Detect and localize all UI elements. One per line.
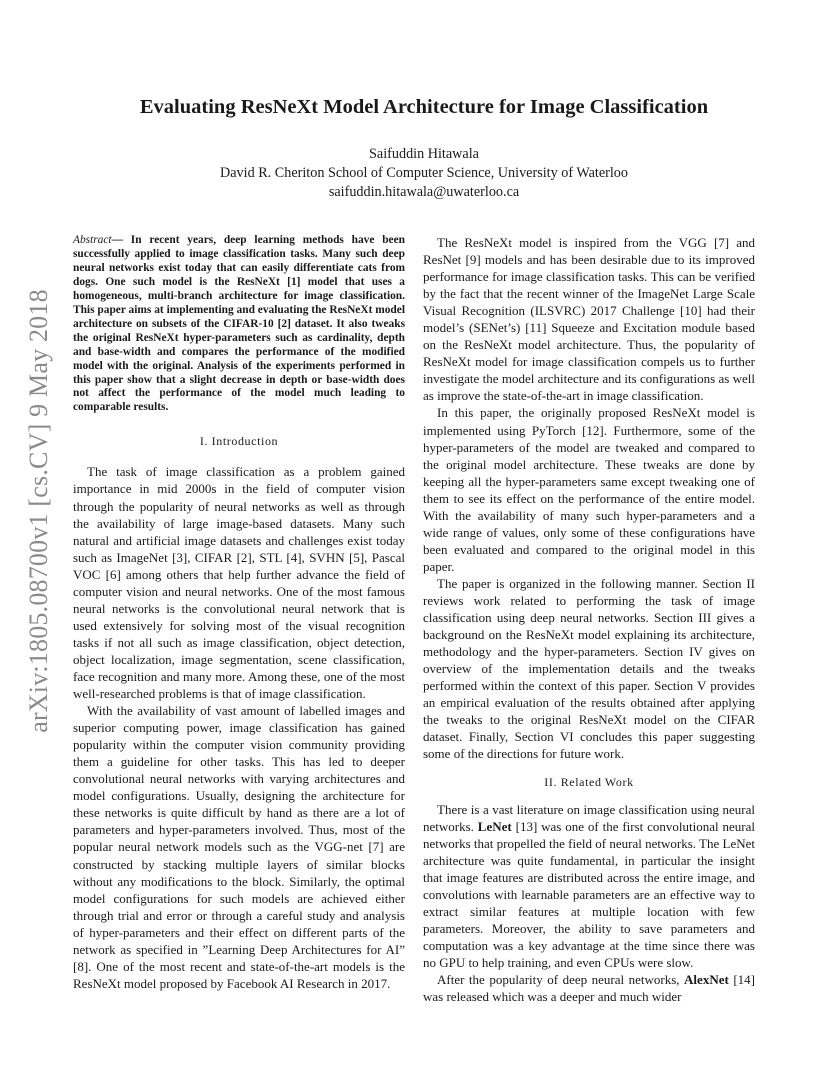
author-block <box>60 145 788 202</box>
left-column <box>73 234 405 992</box>
related-text-2a: After the popularity of deep neural networks, <box>437 971 685 987</box>
intro-paragraph-1: The task of image classification as a problem gained importance in mid 2000s in the field of computer vision through the popularity of neural networks as well as through the availability of large image-based datasets. Many such natural and artificial image datasets and challenges exist today such as ImageNet [3], CIFAR [2], STL [4], SVHN [5], Pascal VOC [6] among others that help further advance the field of computer vision and neural networks. One of the most famous neural networks is the convolutional neural network that is used extensively for solving most of the visual recognition tasks if not all such as image classification, object detection, object localization, image segmentation, scene classification, face recognition and many more. Among these, one of the most well-researched problems is that of image classification. <box>73 464 405 702</box>
abstract-label: Abstract <box>73 234 112 246</box>
related-text-1a: There is a vast literature on image classification using neural networks. <box>423 801 755 834</box>
related-paragraph-1 <box>423 801 755 971</box>
related-text-1b: [13] was one of the first convolutional neural networks that propelled the field of neural networks. The LeNet architecture was quite fundamental, in particular the insight that image features are distributed across the entire image, and convolutions with learnable parameters are an effective way to extract similar features at multiple location with few parameters. Moreover, the ability to save parameters and computation was a key advantage at the time since there was no GPU to help training, and even CPUs were slow. <box>423 818 755 970</box>
intro-paragraph-2: With the availability of vast amount of labelled images and superior computing power, image classification has gained popularity within the computer vision community providing them a guideline for other tasks. This has led to deeper convolutional neural networks with varying architectures and model configurations. Usually, designing the architecture for these networks is quite difficult by hand as there are a lot of parameters and hyper-parameters involved. Thus, most of the popular neural network models such as the VGG-net [7] are constructed by stacking multiple layers of similar blocks without any modifications to the block. Similarly, the optimal model configurations for such models are achieved either through trial and error or through a careful study and analysis of hyper-parameters and their effect on different parts of the network as specified in ”Learning Deep Architectures for AI” [8]. One of the most recent and state-of-the-art models is the ResNeXt model proposed by Facebook AI Research in 2017. <box>73 703 405 991</box>
author-name: Saifuddin Hitawala <box>369 146 479 162</box>
section-heading-related-work: II. Related Work <box>544 775 634 790</box>
paper-title: Evaluating ResNeXt Model Architecture for Image Classification <box>139 96 709 118</box>
intro-paragraph-4: In this paper, the originally proposed ResNeXt model is implemented using PyTorch [12]. Furthermore, some of the hyper-parameters of the model are tweaked and compared to the original model architecture. These tweaks are done by keeping all the hyper-parameters same except tweaking one of them to see its effect on the performance of the entire model. With the availability of many such hyper-parameters and a wide range of values, only some of these configurations have been evaluated and compared to the original model in this paper. <box>423 405 755 574</box>
arxiv-identifier-stamp <box>20 286 58 736</box>
alexnet-term: AlexNet <box>684 971 729 987</box>
right-column <box>423 234 755 1005</box>
intro-paragraph-5: The paper is organized in the following manner. Section II reviews work related to performing the task of image classification using deep neural networks. Section III gives a background on the ResNeXt model explaining its architecture, methodology and the hyper-parameters. Section IV gives on overview of the implementation details and the tweaks performed within the context of this paper. Section V provides an empirical evaluation of the results obtained after applying the tweaks to the original ResNeXt model on the CIFAR dataset. Finally, Section VI concludes this paper suggesting some of the directions for future work. <box>423 575 755 762</box>
lenet-term: LeNet <box>477 818 512 834</box>
intro-paragraph-3: The ResNeXt model is inspired from the VGG [7] and ResNet [9] models and has been desirable due to its improved performance for image classification tasks. This can be verified by the fact that the recent winner of the ImageNet Large Scale Visual Recognition (ILSVRC) 2017 Challenge [10] had their model’s (SENet’s) [11] Squeeze and Excitation module based on the ResNeXt model architecture. Thus, the popularity of ResNeXt model for image classification compels us to further investigate the model architecture and its configurations as well as improve the state-of-the-art in image classification. <box>423 235 755 404</box>
related-text-2b: [14] was released which was a deeper and much wider <box>423 971 755 1005</box>
section-heading-introduction: I. Introduction <box>199 434 279 449</box>
abstract-text: — In recent years, deep learning methods have been successfully applied to image classification tasks. Many such deep neural networks exist today that can easily differentiate cats from dogs. One such model is the ResNeXt [1] model that uses a homogeneous, multi-branch architecture for image classification. This paper aims at implementing and evaluating the ResNeXt model architecture on subsets of the CIFAR-10 [2] dataset. It also tweaks the original ResNeXt hyper-parameters such as cardinality, depth and base-width and compares the performance of the modified model with the original. Analysis of the experiments performed in this paper show that a slight decrease in depth or base-width does not affect the performance of the model much leading to comparable results. <box>73 234 405 414</box>
author-email: saifuddin.hitawala@uwaterloo.ca <box>328 184 520 200</box>
related-paragraph-2 <box>423 971 755 1005</box>
arxiv-identifier-text: arXiv:1805.08700v1 [cs.CV] 9 May 2018 <box>24 289 54 733</box>
abstract <box>73 234 405 415</box>
author-affiliation: David R. Cheriton School of Computer Science, University of Waterloo <box>220 165 628 181</box>
